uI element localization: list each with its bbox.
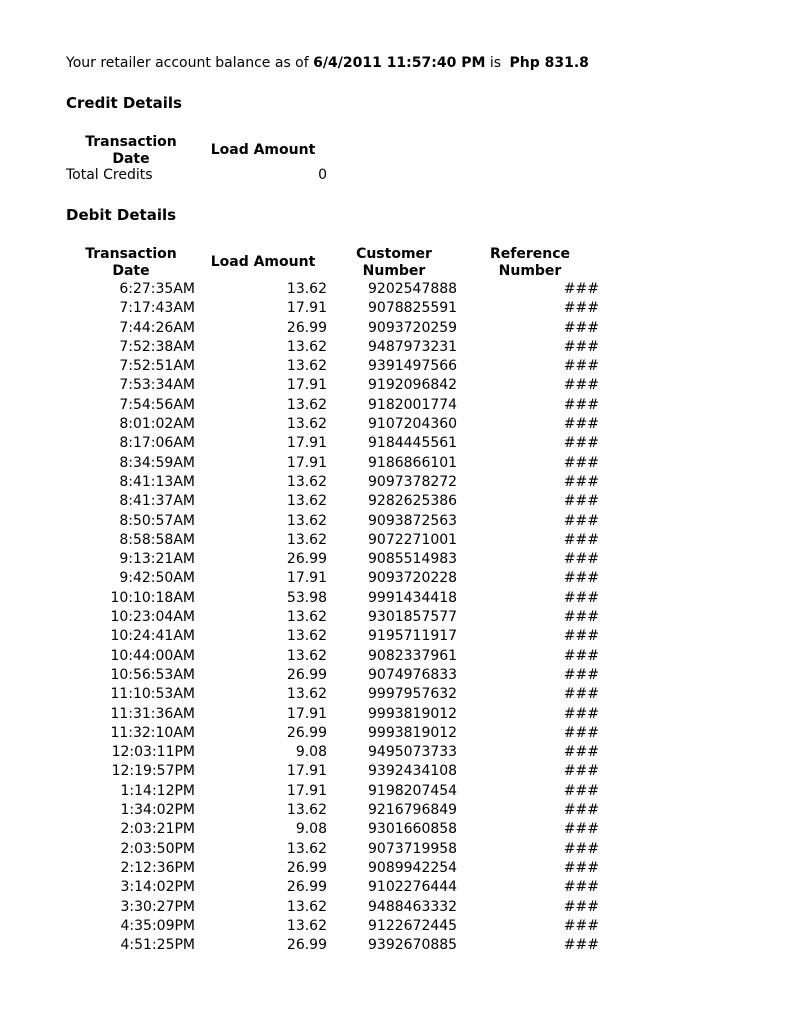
debit-row-reference-number: ### bbox=[563, 744, 599, 761]
debit-row-time: 8:01:02AM bbox=[119, 416, 195, 433]
debit-row-reference-number: ### bbox=[563, 917, 599, 934]
debit-row bbox=[0, 840, 791, 859]
debit-row-customer-number: 9202547888 bbox=[368, 281, 458, 297]
debit-row-time: 11:10:53AM bbox=[110, 686, 195, 703]
debit-row-load-amount: 13.62 bbox=[286, 493, 327, 510]
debit-row-load-amount: 13.62 bbox=[286, 898, 327, 915]
credit-details-title: Credit Details bbox=[66, 94, 182, 112]
debit-row-reference-number: ### bbox=[563, 724, 599, 741]
debit-row-time: 11:32:10AM bbox=[110, 724, 195, 741]
debit-row-customer-number: 9122672445 bbox=[368, 917, 458, 934]
debit-row-time: 2:12:36PM bbox=[120, 859, 195, 876]
debit-row-customer-number: 9093872563 bbox=[368, 512, 458, 529]
debit-row-customer-number: 9991434418 bbox=[368, 589, 458, 606]
debit-row-customer-number: 9301857577 bbox=[368, 609, 458, 626]
debit-details-title: Debit Details bbox=[66, 206, 177, 224]
debit-row-load-amount: 26.99 bbox=[286, 319, 327, 336]
debit-row-time: 9:42:50AM bbox=[119, 570, 195, 587]
debit-row bbox=[0, 666, 791, 685]
debit-row-customer-number: 9301660858 bbox=[368, 821, 458, 838]
debit-row-reference-number: ### bbox=[563, 763, 599, 780]
balance-datetime: 6/4/2011 11:57:40 PM bbox=[313, 55, 486, 71]
debit-row-reference-number: ### bbox=[563, 377, 599, 394]
total-credits-label: Total Credits bbox=[66, 167, 153, 183]
debit-row-reference-number: ### bbox=[563, 319, 599, 336]
debit-row-time: 9:13:21AM bbox=[119, 551, 195, 568]
credit-header-transaction-date: Transaction Date bbox=[85, 134, 177, 167]
debit-row-time: 7:52:51AM bbox=[119, 358, 195, 375]
debit-row-time: 8:17:06AM bbox=[119, 435, 195, 452]
debit-row bbox=[0, 627, 791, 646]
debit-row-reference-number: ### bbox=[563, 879, 599, 896]
debit-row-load-amount: 13.62 bbox=[286, 647, 327, 664]
debit-row-customer-number: 9082337961 bbox=[368, 647, 458, 664]
debit-table bbox=[0, 280, 791, 955]
debit-row-time: 8:41:37AM bbox=[119, 493, 195, 510]
balance-line bbox=[66, 55, 589, 71]
debit-row-customer-number: 9487973231 bbox=[368, 338, 458, 355]
debit-row-reference-number: ### bbox=[563, 937, 599, 954]
debit-row-load-amount: 26.99 bbox=[286, 937, 327, 954]
debit-row-time: 1:34:02PM bbox=[120, 802, 195, 819]
debit-row-customer-number: 9195711917 bbox=[368, 628, 458, 645]
debit-row bbox=[0, 357, 791, 376]
debit-row-customer-number: 9392434108 bbox=[368, 763, 458, 780]
debit-header-customer-number: Customer Number bbox=[356, 246, 432, 279]
debit-row-reference-number: ### bbox=[563, 628, 599, 645]
debit-row-time: 8:50:57AM bbox=[119, 512, 195, 529]
debit-row-reference-number: ### bbox=[563, 898, 599, 915]
debit-row-customer-number: 9184445561 bbox=[368, 435, 458, 452]
debit-row-load-amount: 13.62 bbox=[286, 396, 327, 413]
debit-row-reference-number: ### bbox=[563, 705, 599, 722]
debit-row-load-amount: 13.62 bbox=[286, 802, 327, 819]
debit-row bbox=[0, 917, 791, 936]
debit-row bbox=[0, 859, 791, 878]
debit-row-reference-number: ### bbox=[563, 647, 599, 664]
debit-row-reference-number: ### bbox=[563, 281, 599, 297]
debit-row-time: 7:54:56AM bbox=[119, 396, 195, 413]
debit-row bbox=[0, 569, 791, 588]
debit-row bbox=[0, 434, 791, 453]
debit-row bbox=[0, 898, 791, 917]
debit-row bbox=[0, 724, 791, 743]
debit-row-reference-number: ### bbox=[563, 396, 599, 413]
debit-row-load-amount: 13.62 bbox=[286, 358, 327, 375]
debit-row-customer-number: 9085514983 bbox=[368, 551, 458, 568]
debit-row-time: 7:52:38AM bbox=[119, 338, 195, 355]
debit-row-time: 7:53:34AM bbox=[119, 377, 195, 394]
debit-row-customer-number: 9182001774 bbox=[368, 396, 458, 413]
credit-header-load-amount: Load Amount bbox=[210, 142, 316, 158]
debit-row-load-amount: 13.62 bbox=[286, 686, 327, 703]
debit-row bbox=[0, 280, 791, 299]
debit-row-customer-number: 9074976833 bbox=[368, 666, 458, 683]
debit-row-reference-number: ### bbox=[563, 802, 599, 819]
debit-row-load-amount: 17.91 bbox=[286, 300, 327, 317]
debit-row-reference-number: ### bbox=[563, 840, 599, 857]
debit-row-reference-number: ### bbox=[563, 300, 599, 317]
debit-row-customer-number: 9072271001 bbox=[368, 531, 458, 548]
debit-row-customer-number: 9089942254 bbox=[368, 859, 458, 876]
debit-row bbox=[0, 492, 791, 511]
debit-row-time: 2:03:21PM bbox=[120, 821, 195, 838]
debit-header-load-amount: Load Amount bbox=[210, 254, 316, 270]
debit-row-time: 7:17:43AM bbox=[119, 300, 195, 317]
debit-row-reference-number: ### bbox=[563, 589, 599, 606]
debit-row-load-amount: 26.99 bbox=[286, 724, 327, 741]
debit-row-load-amount: 26.99 bbox=[286, 666, 327, 683]
debit-row bbox=[0, 762, 791, 781]
debit-row bbox=[0, 319, 791, 338]
debit-row-load-amount: 17.91 bbox=[286, 705, 327, 722]
debit-row-load-amount: 13.62 bbox=[286, 473, 327, 490]
debit-row-customer-number: 9997957632 bbox=[368, 686, 458, 703]
debit-row bbox=[0, 801, 791, 820]
debit-row-reference-number: ### bbox=[563, 666, 599, 683]
debit-row bbox=[0, 743, 791, 762]
debit-row-time: 3:14:02PM bbox=[120, 879, 195, 896]
debit-row bbox=[0, 685, 791, 704]
debit-row-load-amount: 17.91 bbox=[286, 570, 327, 587]
debit-row-customer-number: 9488463332 bbox=[368, 898, 458, 915]
debit-row-customer-number: 9186866101 bbox=[368, 454, 458, 471]
debit-row-load-amount: 17.91 bbox=[286, 782, 327, 799]
debit-row-reference-number: ### bbox=[563, 570, 599, 587]
debit-row-time: 10:10:18AM bbox=[110, 589, 195, 606]
debit-row-load-amount: 17.91 bbox=[286, 763, 327, 780]
debit-row bbox=[0, 589, 791, 608]
debit-row-time: 10:24:41AM bbox=[110, 628, 195, 645]
debit-row-reference-number: ### bbox=[563, 473, 599, 490]
debit-row-reference-number: ### bbox=[563, 551, 599, 568]
debit-row bbox=[0, 454, 791, 473]
debit-row-time: 12:03:11PM bbox=[111, 744, 195, 761]
debit-row bbox=[0, 396, 791, 415]
debit-row bbox=[0, 473, 791, 492]
debit-row-reference-number: ### bbox=[563, 609, 599, 626]
debit-row bbox=[0, 299, 791, 318]
debit-row-time: 10:56:53AM bbox=[110, 666, 195, 683]
debit-row bbox=[0, 550, 791, 569]
debit-row bbox=[0, 338, 791, 357]
debit-row-customer-number: 9107204360 bbox=[368, 416, 458, 433]
debit-row-load-amount: 13.62 bbox=[286, 512, 327, 529]
debit-row-time: 10:23:04AM bbox=[110, 609, 195, 626]
debit-row-time: 12:19:57PM bbox=[111, 763, 195, 780]
debit-row-load-amount: 13.62 bbox=[286, 840, 327, 857]
debit-row-reference-number: ### bbox=[563, 358, 599, 375]
balance-is: is bbox=[489, 55, 502, 71]
debit-row-reference-number: ### bbox=[563, 859, 599, 876]
debit-row-customer-number: 9495073733 bbox=[368, 744, 458, 761]
debit-row bbox=[0, 782, 791, 801]
debit-row-customer-number: 9391497566 bbox=[368, 358, 458, 375]
debit-row-load-amount: 26.99 bbox=[286, 551, 327, 568]
debit-row-time: 3:30:27PM bbox=[120, 898, 195, 915]
debit-row bbox=[0, 415, 791, 434]
debit-row-reference-number: ### bbox=[563, 821, 599, 838]
debit-row-time: 10:44:00AM bbox=[110, 647, 195, 664]
debit-row-time: 2:03:50PM bbox=[120, 840, 195, 857]
debit-row-customer-number: 9198207454 bbox=[368, 782, 458, 799]
debit-row-load-amount: 53.98 bbox=[286, 589, 327, 606]
debit-row bbox=[0, 705, 791, 724]
debit-row-reference-number: ### bbox=[563, 416, 599, 433]
debit-row-time: 6:27:35AM bbox=[119, 281, 195, 297]
debit-row-load-amount: 13.62 bbox=[286, 609, 327, 626]
debit-row bbox=[0, 376, 791, 395]
debit-row-reference-number: ### bbox=[563, 493, 599, 510]
debit-row-time: 8:58:58AM bbox=[119, 531, 195, 548]
debit-row-load-amount: 9.08 bbox=[295, 821, 327, 838]
debit-row-reference-number: ### bbox=[563, 512, 599, 529]
debit-row-load-amount: 17.91 bbox=[286, 377, 327, 394]
debit-row-time: 7:44:26AM bbox=[119, 319, 195, 336]
debit-row-reference-number: ### bbox=[563, 435, 599, 452]
debit-row-reference-number: ### bbox=[563, 531, 599, 548]
debit-row-load-amount: 13.62 bbox=[286, 917, 327, 934]
debit-row bbox=[0, 820, 791, 839]
debit-row-time: 4:35:09PM bbox=[120, 917, 195, 934]
debit-row-customer-number: 9093720228 bbox=[368, 570, 458, 587]
debit-row bbox=[0, 878, 791, 897]
debit-row bbox=[0, 512, 791, 531]
debit-row-load-amount: 26.99 bbox=[286, 859, 327, 876]
balance-prefix: Your retailer account balance as of bbox=[66, 55, 309, 71]
balance-amount: Php 831.8 bbox=[509, 55, 589, 71]
debit-row-load-amount: 26.99 bbox=[286, 879, 327, 896]
debit-row bbox=[0, 647, 791, 666]
debit-row-customer-number: 9993819012 bbox=[368, 724, 458, 741]
debit-row-time: 4:51:25PM bbox=[120, 937, 195, 954]
debit-row-reference-number: ### bbox=[563, 686, 599, 703]
debit-row-load-amount: 13.62 bbox=[286, 338, 327, 355]
debit-row-reference-number: ### bbox=[563, 454, 599, 471]
debit-row-load-amount: 13.62 bbox=[286, 281, 327, 297]
debit-row-customer-number: 9216796849 bbox=[368, 802, 458, 819]
debit-row-customer-number: 9073719958 bbox=[368, 840, 458, 857]
debit-row bbox=[0, 936, 791, 955]
debit-row-time: 8:41:13AM bbox=[119, 473, 195, 490]
debit-row-customer-number: 9993819012 bbox=[368, 705, 458, 722]
debit-row-reference-number: ### bbox=[563, 782, 599, 799]
debit-header-reference-number: Reference Number bbox=[489, 246, 571, 279]
debit-header-transaction-date: Transaction Date bbox=[85, 246, 177, 279]
debit-row-reference-number: ### bbox=[563, 338, 599, 355]
debit-row-customer-number: 9192096842 bbox=[368, 377, 458, 394]
debit-row-load-amount: 17.91 bbox=[286, 435, 327, 452]
debit-row-time: 1:14:12PM bbox=[120, 782, 195, 799]
debit-row-load-amount: 13.62 bbox=[286, 531, 327, 548]
debit-row bbox=[0, 531, 791, 550]
debit-row-load-amount: 17.91 bbox=[286, 454, 327, 471]
debit-row-customer-number: 9078825591 bbox=[368, 300, 458, 317]
debit-row-customer-number: 9392670885 bbox=[368, 937, 458, 954]
debit-row-load-amount: 13.62 bbox=[286, 628, 327, 645]
debit-row-customer-number: 9282625386 bbox=[368, 493, 458, 510]
debit-row-load-amount: 13.62 bbox=[286, 416, 327, 433]
debit-row-time: 11:31:36AM bbox=[110, 705, 195, 722]
debit-row-customer-number: 9093720259 bbox=[368, 319, 458, 336]
debit-row-customer-number: 9097378272 bbox=[368, 473, 458, 490]
debit-row bbox=[0, 608, 791, 627]
total-credits-value: 0 bbox=[318, 167, 327, 183]
debit-row-time: 8:34:59AM bbox=[119, 454, 195, 471]
debit-row-customer-number: 9102276444 bbox=[368, 879, 458, 896]
debit-row-load-amount: 9.08 bbox=[295, 744, 327, 761]
